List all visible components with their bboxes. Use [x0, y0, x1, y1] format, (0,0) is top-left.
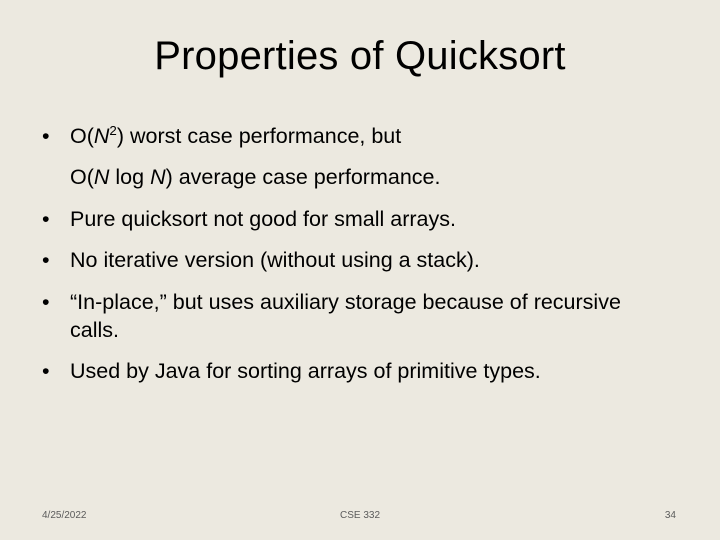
continuation-average-case — [36, 163, 656, 191]
slide-footer — [0, 510, 720, 526]
bullet-marker-icon: • — [42, 206, 50, 231]
bullet-text — [70, 248, 480, 272]
text-run: log — [109, 165, 151, 190]
bullet-list — [36, 122, 656, 399]
bullet-text — [70, 290, 621, 342]
bullet-in-place — [36, 288, 656, 345]
bullet-marker-icon: • — [42, 124, 50, 148]
variable-text: N — [93, 165, 110, 190]
footer-page-number: 34 — [664, 510, 676, 521]
text-run: ) average case performance. — [165, 165, 441, 190]
footer-date: 4/25/2022 — [42, 510, 87, 521]
exponent-text: 2 — [109, 122, 117, 138]
bullet-small-arrays — [36, 205, 656, 233]
variable-text: N — [93, 124, 110, 148]
bullet-text — [70, 124, 401, 148]
text-run: ) worst case performance, but — [116, 124, 402, 148]
bullet-used-by-java — [36, 357, 656, 385]
page-title: Properties of Quicksort — [154, 34, 566, 78]
text-run: “In-place,” but uses auxiliary storage because of recursive calls. — [70, 289, 621, 342]
bullet-text — [70, 359, 541, 383]
footer-course: CSE 332 — [339, 510, 381, 521]
text-run: No iterative version (without using a stack). — [70, 248, 480, 273]
bullet-marker-icon: • — [42, 289, 50, 314]
text-run: O( — [70, 124, 94, 148]
bullet-text — [70, 207, 456, 231]
variable-text: N — [150, 165, 166, 190]
text-run: Used by Java for sorting arrays of primitive types. — [70, 359, 541, 384]
bullet-worst-case — [36, 122, 656, 150]
text-run: Pure quicksort not good for small arrays. — [70, 206, 456, 231]
bullet-marker-icon: • — [42, 359, 50, 384]
text-run: O( — [70, 165, 94, 190]
bullet-marker-icon: • — [42, 248, 50, 273]
bullet-no-iterative — [36, 246, 656, 274]
